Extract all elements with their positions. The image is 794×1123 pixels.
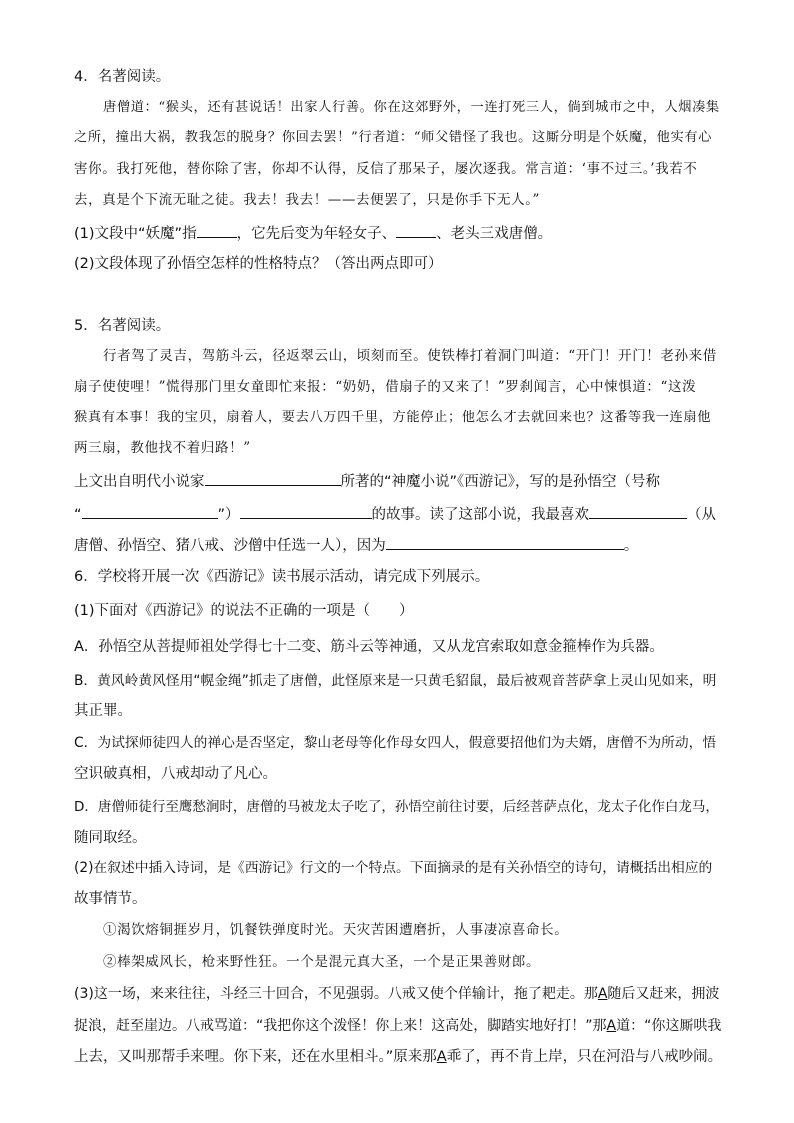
q4-sub2: (2)文段体现了孙悟空怎样的性格特点？（答出两点即可） <box>74 256 443 272</box>
q4-sub1 <box>74 223 552 244</box>
q6-sub3-a: A <box>436 1049 447 1065</box>
q4-title: 4．名著阅读。 <box>74 69 171 85</box>
q5-fill-p8: 。 <box>623 538 639 554</box>
q5-fill-p6: （从 <box>687 507 717 523</box>
q6-sub3-l1a: (3)这一场，来来往往，斗经三十回合，不见强弱。八戒又使个佯输计，拖了耙走。那 <box>74 986 598 1002</box>
q6-option-d-cont: 随同取经。 <box>74 830 147 846</box>
answer-blank[interactable] <box>386 535 624 550</box>
q6-option-c: C．为试探师徒四人的禅心是否坚定，黎山老母等化作母女四人，假意要招他们为夫婿，唐僧不为所动，悟 <box>74 735 717 751</box>
answer-blank[interactable] <box>197 223 237 238</box>
q5-fill-p2: 所著的“神魔小说”《西游记》，写的是孙悟空（号称 <box>340 474 661 490</box>
q6-sub3-line3 <box>74 1047 722 1067</box>
q4-passage-line: 去，真是个下流无耻之徒。我去！我去！——去便罢了，只是你手下无人。” <box>74 192 541 208</box>
q5-fill-p7: 唐僧、孙悟空、猪八戒、沙僧中任选一人），因为 <box>74 538 386 554</box>
q6-sub3-l3: 上去，又叫那帮手来哩。你下来，还在水里相斗。”原来那 <box>74 1049 437 1065</box>
q4-sub1-b: ，它先后变为年轻女子、 <box>236 226 397 242</box>
q5-fill-line1 <box>74 471 660 492</box>
q5-fill-p4: ”） <box>217 507 240 523</box>
answer-blank[interactable] <box>205 471 341 486</box>
q6-sub2: (2)在叙述中插入诗词，是《西游记》行文的一个特点。下面摘录的是有关孙悟空的诗句，请概括出相应的 <box>74 860 713 876</box>
q6-sub3-line2 <box>74 1016 721 1036</box>
q4-passage-line: 之所，撞出大祸，教我怎的脱身？你回去罢！”行者道：“师父错怪了我也。这厮分明是个妖魔，他实有心 <box>74 130 713 145</box>
q6-sub3-line1 <box>74 984 719 1004</box>
q6-poem: ①渴饮熔铜捱岁月，饥餐铁弹度时光。天灾苦困遭磨折，人事凄凉喜命长。 <box>103 922 569 938</box>
q5-passage-line: 行者驾了灵吉，驾筋斗云，径返翠云山，顷刻而至。使铁棒打着洞门叫道：“开门！开门！老孙来借 <box>103 348 717 364</box>
q6-sub3-a: A <box>606 1018 617 1034</box>
q6-poem: ②棒架威风长，枪来野性狂。一个是混元真大圣，一个是正果善财郎。 <box>103 954 541 970</box>
q6-option-b-cont: 其正罪。 <box>74 703 132 719</box>
q6-option-a: A．孙悟空从菩提师祖处学得七十二变、筋斗云等神通，又从龙宫索取如意金箍棒作为兵器。 <box>74 639 664 655</box>
q6-title: 6．学校将开展一次《西游记》读书展示活动，请完成下列展示。 <box>74 569 490 585</box>
answer-blank[interactable] <box>396 223 436 238</box>
q6-option-b: B．黄风岭黄风怪用“幌金绳”抓走了唐僧，此怪原来是一只黄毛貂鼠，最后被观音菩萨拿上灵山见如来，明 <box>74 673 717 689</box>
q6-sub3-l1b: 随后又赶来，拥波 <box>607 986 720 1002</box>
q6-sub3-a: A <box>597 986 608 1002</box>
q6-option-d: D．唐僧师徒行至鹰愁涧时，唐僧的马被龙太子吃了，孙悟空前往讨要，后经菩萨点化，龙太子化作白龙马， <box>74 799 719 815</box>
q4-sub1-a: (1)文段中“妖魔”指 <box>74 226 197 242</box>
answer-blank[interactable] <box>240 504 372 519</box>
q4-passage-line: 唐僧道：“猴头，还有甚说话！出家人行善。你在这郊野外，一连打死三人，倘到城市之中，人烟凑集 <box>103 100 720 115</box>
q6-sub3-l2b: 道：“你这厮哄我 <box>616 1018 722 1034</box>
q5-fill-line2 <box>74 504 716 525</box>
q6-option-c-cont: 空识破真相，八戒却动了凡心。 <box>74 766 277 782</box>
q5-passage-line: 两三扇，教他找不着归路！” <box>74 440 251 456</box>
q5-fill-p5: 的故事。读了这部小说，我最喜欢 <box>371 507 590 523</box>
q5-passage-line: 猴真有本事！我的宝贝，扇着人，要去八万四千里，方能停止；他怎么才去就回来也？这番等我一连扇他 <box>74 410 712 425</box>
q5-fill-p1: 上文出自明代小说家 <box>74 474 205 490</box>
q6-sub1: (1)下面对《西游记》的说法不正确的一项是（ ） <box>74 603 414 619</box>
q4-passage-line: 害你。我打死他，替你除了害，你却不认得，反信了那呆子，屡次逐我。常言道：‘事不过三。’我若不 <box>74 161 698 177</box>
q5-passage-line: 扇子使使哩！”慌得那门里女童即忙来报：“奶奶，借扇子的又来了！”罗刹闻言，心中悚惧道：“这泼 <box>74 379 697 395</box>
q5-fill-line3 <box>74 535 638 556</box>
answer-blank[interactable] <box>589 504 687 519</box>
q6-sub3-l2a: 捉浪，赶至崖边。八戒骂道：“我把你这个泼怪！你上来！这高处，脚踏实地好打！”那 <box>74 1018 607 1034</box>
q6-sub2-cont: 故事情节。 <box>74 891 147 907</box>
q5-title: 5．名著阅读。 <box>74 318 171 334</box>
q6-sub3-l3b: 乖了，再不肯上岸，只在河沿与八戒吵闹。 <box>446 1049 723 1065</box>
answer-blank[interactable] <box>82 504 218 519</box>
q5-fill-p3: “ <box>74 507 82 523</box>
q4-sub1-c: 、老头三戏唐僧。 <box>436 226 553 242</box>
